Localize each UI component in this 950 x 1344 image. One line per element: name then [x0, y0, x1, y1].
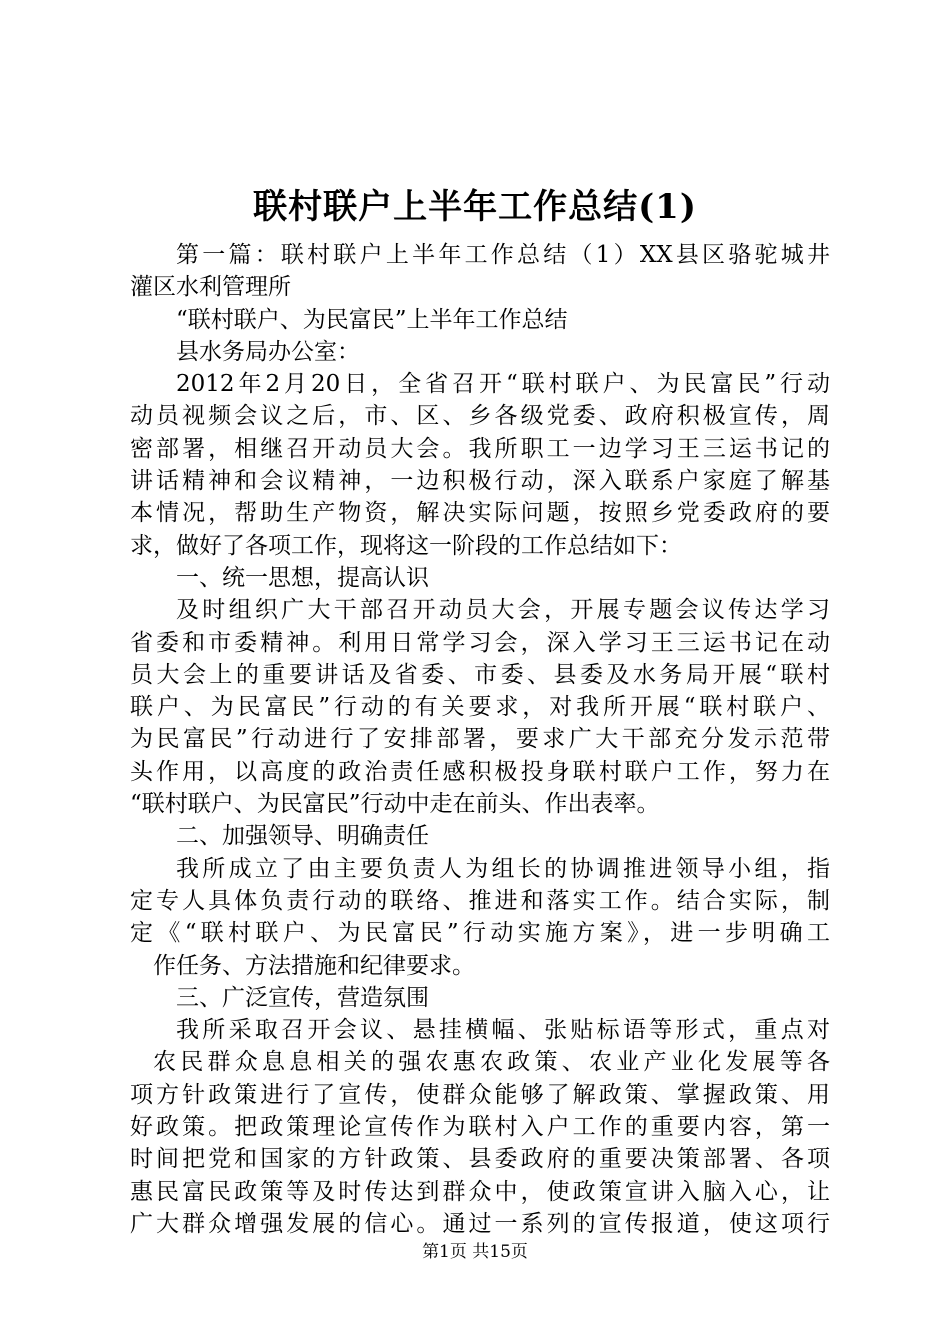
body-line: 好政策。把政策理论宣传作为联村入户工作的重要内容，第一 — [130, 1114, 830, 1141]
body-line: 员大会上的重要讲话及省委、市委、县委及水务局开展“联村 — [130, 661, 830, 688]
body-line: 灌区水利管理所 — [130, 274, 291, 301]
body-line: 本情况，帮助生产物资，解决实际问题，按照乡党委政府的要 — [130, 500, 830, 527]
body-line: 2012年2月20日，全省召开“联村联户、为民富民”行动 — [176, 371, 830, 398]
body-line: 一、统一思想，提高认识 — [176, 564, 429, 591]
body-line: 讲话精神和会议精神，一边积极行动，深入联系户家庭了解基 — [130, 468, 830, 495]
body-line: 第一篇：联村联户上半年工作总结（1）XX县区骆驼城井 — [176, 242, 830, 268]
body-line: 农民群众息息相关的强农惠农政策、农业产业化发展等各 — [153, 1049, 830, 1076]
body-line: 二、加强领导、明确责任 — [176, 823, 429, 850]
document-body — [130, 239, 830, 1240]
body-line: 省委和市委精神。利用日常学习会，深入学习王三运书记在动 — [130, 629, 830, 656]
body-line: 密部署，相继召开动员大会。我所职工一边学习王三运书记的 — [130, 435, 830, 462]
body-line: 项方针政策进行了宣传，使群众能够了解政策、掌握政策、用 — [130, 1081, 830, 1108]
body-line: 联户、为民富民”行动的有关要求，对我所开展“联村联户、 — [130, 694, 830, 721]
body-line: 定《“联村联户、为民富民”行动实施方案》，进一步明确工 — [130, 920, 830, 947]
body-line: 惠民富民政策等及时传达到群众中，使政策宣讲入脑入心，让 — [130, 1178, 830, 1205]
body-line: 我所采取召开会议、悬挂横幅、张贴标语等形式，重点对 — [176, 1017, 830, 1044]
body-line: 及时组织广大干部召开动员大会，开展专题会议传达学习 — [176, 597, 830, 624]
document-title: 联村联户上半年工作总结(1) — [253, 187, 697, 227]
body-line: “联村联户、为民富民”上半年工作总结 — [176, 306, 568, 333]
body-line: 三、广泛宣传，营造氛围 — [176, 984, 429, 1011]
body-line: 广大群众增强发展的信心。通过一系列的宣传报道，使这项行 — [130, 1210, 830, 1237]
body-line: 头作用，以高度的政治责任感积极投身联村联户工作，努力在 — [130, 758, 830, 785]
body-line: 作任务、方法措施和纪律要求。 — [153, 952, 475, 979]
body-line: “联村联户、为民富民”行动中走在前头、作出表率。 — [130, 791, 660, 818]
page-footer: 第1页 共15页 — [422, 1242, 528, 1262]
body-line: 求，做好了各项工作，现将这一阶段的工作总结如下： — [130, 532, 682, 559]
body-line: 时间把党和国家的方针政策、县委政府的重要决策部署、各项 — [130, 1146, 830, 1173]
body-line: 动员视频会议之后，市、区、乡各级党委、政府积极宣传，周 — [130, 403, 830, 430]
body-line: 为民富民”行动进行了安排部署，要求广大干部充分发示范带 — [130, 726, 830, 753]
body-line: 定专人具体负责行动的联络、推进和落实工作。结合实际，制 — [130, 887, 830, 914]
body-line: 我所成立了由主要负责人为组长的协调推进领导小组，指 — [176, 855, 830, 882]
body-line: 县水务局办公室： — [176, 338, 360, 365]
